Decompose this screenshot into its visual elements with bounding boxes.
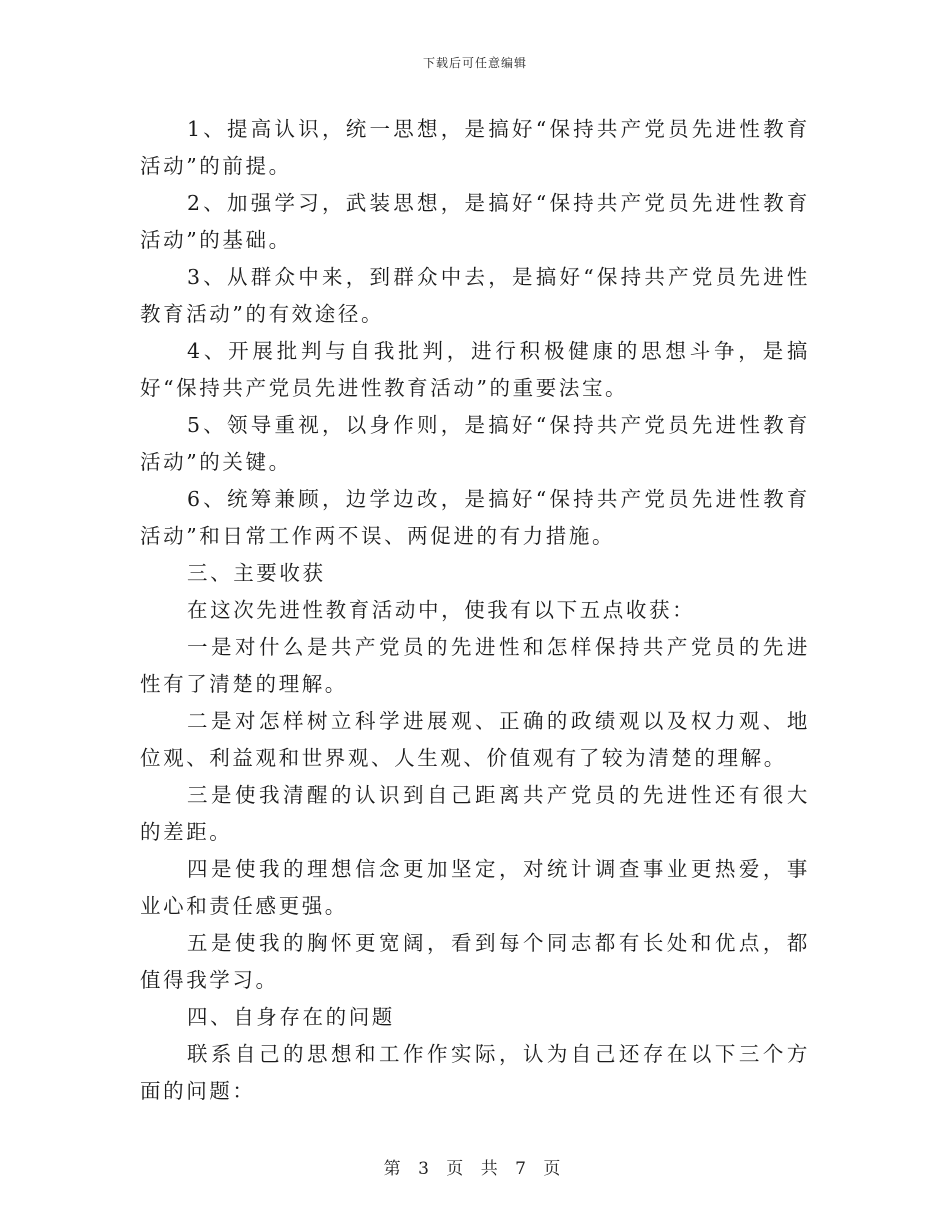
paragraph-gains-intro: 在这次先进性教育活动中，使我有以下五点收获：: [187, 598, 696, 622]
paragraph-1: 1、提高认识，统一思想，是搞好“保持共产党员先进性教育活动”的前提。: [140, 117, 810, 178]
header-note: 下载后可任意编辑: [422, 56, 527, 70]
paragraph-6: 6、统筹兼顾，边学边改，是搞好“保持共产党员先进性教育活动”和日常工作两不误、两促进的有力措施。: [140, 487, 810, 548]
paragraph-3: 3、从群众中来，到群众中去，是搞好“保持共产党员先进性教育活动”的有效途径。: [140, 265, 810, 326]
paragraph-problems-intro: 联系自己的思想和工作作实际，认为自己还存在以下三个方面的问题：: [140, 1042, 810, 1103]
page-number: 第 3 页 共 7 页: [383, 1159, 567, 1179]
paragraph-2: 2、加强学习，武装思想，是搞好“保持共产党员先进性教育活动”的基础。: [140, 191, 810, 252]
paragraph-gain-3: 三是使我清醒的认识到自己距离共产党员的先进性还有很大的差距。: [140, 783, 810, 844]
paragraph-gain-5: 五是使我的胸怀更宽阔，看到每个同志都有长处和优点，都值得我学习。: [140, 931, 810, 992]
section-heading-problems: 四、自身存在的问题: [187, 1005, 395, 1029]
document-body: [140, 111, 810, 1110]
paragraph-gain-2: 二是对怎样树立科学进展观、正确的政绩观以及权力观、地位观、利益观和世界观、人生观、价值观有了较为清楚的理解。: [140, 709, 810, 770]
paragraph-4: 4、开展批判与自我批判，进行积极健康的思想斗争，是搞好“保持共产党员先进性教育活动”的重要法宝。: [140, 339, 810, 400]
section-heading-main-gains: 三、主要收获: [187, 561, 326, 585]
paragraph-gain-1: 一是对什么是共产党员的先进性和怎样保持共产党员的先进性有了清楚的理解。: [140, 635, 810, 696]
paragraph-5: 5、领导重视，以身作则，是搞好“保持共产党员先进性教育活动”的关键。: [140, 413, 810, 474]
paragraph-gain-4: 四是使我的理想信念更加坚定，对统计调查事业更热爱，事业心和责任感更强。: [140, 857, 810, 918]
